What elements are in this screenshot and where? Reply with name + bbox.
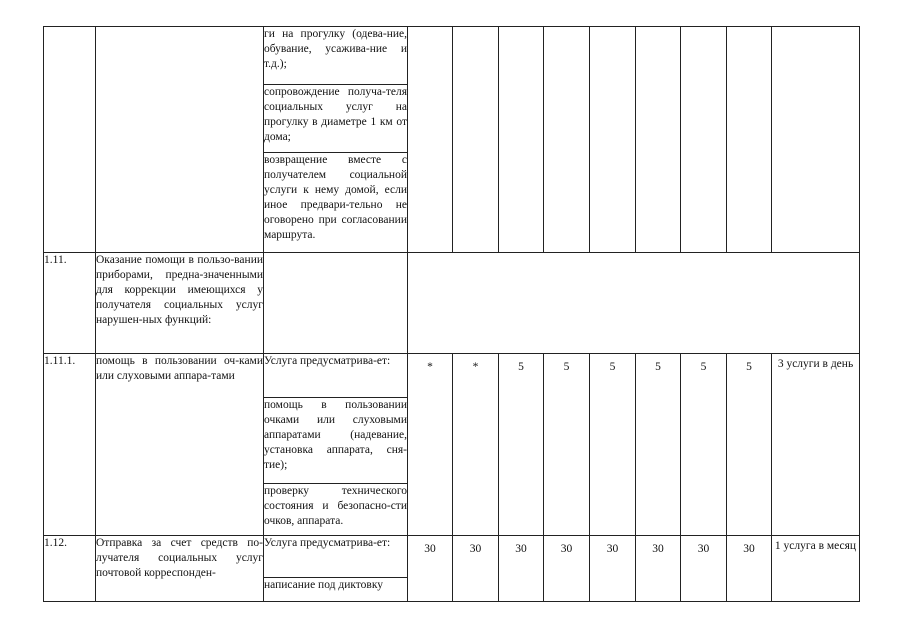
service-name: Оказание помощи в пользо-вании приборами, предна-значенными для коррекции имеющихся у получателя социальных услуг нарушен-ных функций: bbox=[96, 253, 264, 354]
service-description: Услуга предусматрива-ет: bbox=[264, 536, 408, 578]
row-number bbox=[44, 27, 96, 253]
service-description: Услуга предусматрива-ет: bbox=[264, 354, 408, 398]
merged-empty-cell bbox=[408, 253, 860, 354]
row-number: 1.11.1. bbox=[44, 354, 96, 536]
value-cell bbox=[544, 27, 590, 253]
value-cell bbox=[408, 27, 453, 253]
value-cell: 30 bbox=[544, 536, 590, 602]
service-description: сопровождение получа-теля социальных услуг на прогулку в диаметре 1 км от дома; bbox=[264, 85, 408, 153]
row-number: 1.11. bbox=[44, 253, 96, 354]
value-cell: 30 bbox=[453, 536, 499, 602]
service-description: помощь в пользовании очками или слуховыми аппаратами (надевание, установка аппарата, сня-тие); bbox=[264, 398, 408, 484]
value-cell: * bbox=[453, 354, 499, 536]
value-cell: 5 bbox=[544, 354, 590, 536]
frequency-cell: 3 услуги в день bbox=[772, 354, 860, 536]
value-cell bbox=[681, 27, 727, 253]
value-cell: 5 bbox=[590, 354, 636, 536]
table-row bbox=[44, 536, 860, 578]
table-row bbox=[44, 253, 860, 354]
service-name: Отправка за счет средств по-лучателя социальных услуг почтовой корреспонден- bbox=[96, 536, 264, 602]
value-cell: 30 bbox=[590, 536, 636, 602]
value-cell: 5 bbox=[727, 354, 772, 536]
value-cell: 30 bbox=[681, 536, 727, 602]
service-name bbox=[96, 27, 264, 253]
service-description: проверку технического состояния и безопасно-сти очков, аппарата. bbox=[264, 484, 408, 536]
table-row bbox=[44, 354, 860, 398]
value-cell: 5 bbox=[636, 354, 681, 536]
table-row bbox=[44, 27, 860, 85]
frequency-cell bbox=[772, 27, 860, 253]
value-cell bbox=[453, 27, 499, 253]
row-number: 1.12. bbox=[44, 536, 96, 602]
service-description bbox=[264, 253, 408, 354]
value-cell: 30 bbox=[636, 536, 681, 602]
value-cell bbox=[727, 27, 772, 253]
value-cell: * bbox=[408, 354, 453, 536]
value-cell bbox=[499, 27, 544, 253]
services-table bbox=[43, 26, 860, 602]
value-cell bbox=[636, 27, 681, 253]
service-description: возвращение вместе с получателем социальной услуги к нему домой, если иное предвари-тельно не оговорено при согласовании маршрута. bbox=[264, 153, 408, 253]
service-description: написание под диктовку bbox=[264, 578, 408, 602]
value-cell: 30 bbox=[408, 536, 453, 602]
value-cell: 30 bbox=[727, 536, 772, 602]
value-cell: 30 bbox=[499, 536, 544, 602]
service-name: помощь в пользовании оч-ками или слуховыми аппара-тами bbox=[96, 354, 264, 536]
service-description: ги на прогулку (одева-ние, обувание, усажива-ние и т.д.); bbox=[264, 27, 408, 85]
value-cell: 5 bbox=[499, 354, 544, 536]
value-cell: 5 bbox=[681, 354, 727, 536]
frequency-cell: 1 услуга в месяц bbox=[772, 536, 860, 602]
value-cell bbox=[590, 27, 636, 253]
